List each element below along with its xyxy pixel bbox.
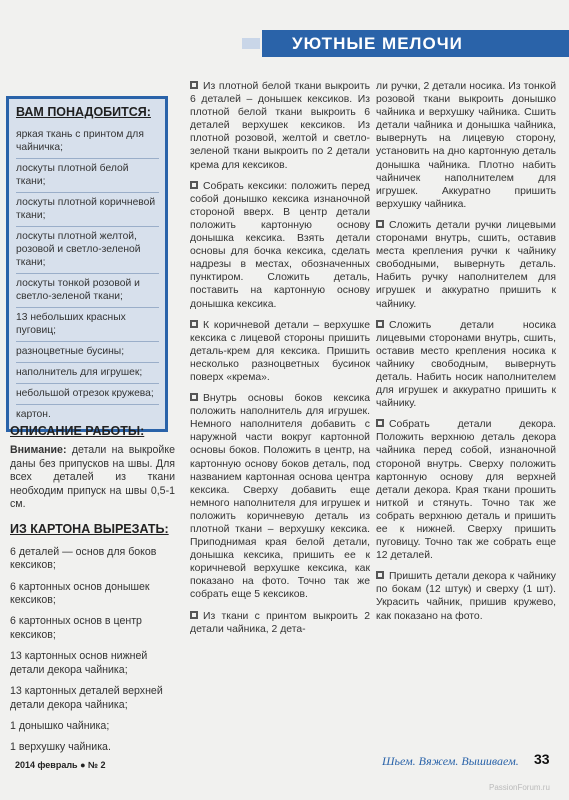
instruction-paragraph: Собрать детали декора. Положить верхнюю деталь декора чайника перед собой, изнаночной стороной внутрь. Сверху положить картонную основу для верхней детали декора. Края ткани прошить ниткой и стянуть. Точно так же собрать верхнюю деталь и пришить ее к нижней. Сверху пришить пуговицу. Точно так же собрать еще 12 деталей.	[376, 419, 556, 562]
cardboard-item: 1 верхушку чайника.	[10, 741, 111, 754]
materials-item: небольшой отрезок кружева;	[16, 384, 159, 405]
cardboard-item: 6 деталей — основ для боков кексиков;	[10, 545, 157, 572]
attention-text: детали на выкройке даны без припусков на швы. Для всех деталей из ткани необходим припуск на швы 0,5-1 см.	[10, 444, 175, 511]
materials-item: лоскуты тонкой розовой и светло-зеленой ткани;	[16, 274, 159, 308]
cardboard-item: 13 картонных основ нижней детали декора чайника;	[10, 650, 148, 676]
instruction-paragraph: К коричневой детали – верхушке кексика с лицевой стороны пришить деталь-крем для кексика. Пришить несколько разноцветных бусинок поверх «крема».	[190, 319, 370, 383]
instruction-paragraph: Из плотной белой ткани выкроить 6 деталей – донышек кексиков. Из плотной белой ткани выкроить 6 деталей верхушек кексиков. Из плотной розовой, желтой и светло-зеленой ткани выкроить по 2 детали крема для кексиков.	[190, 81, 370, 171]
instruction-paragraph: ли ручки, 2 детали носика. Из тонкой розовой ткани выкроить донышко чайника и верхушку чайника. Сшить детали чайника и донышка чайника, вывернуть на лицевую сторону, установить на дно картонную деталь донышка чайника. Плотно набить чайничек наполнителем для игрушек. Аккуратно пришить верхушку чайника.	[376, 81, 556, 210]
materials-box	[6, 96, 168, 432]
magazine-slogan: Шьем. Вяжем. Вышиваем.	[382, 754, 519, 768]
materials-item: картон.	[16, 409, 51, 420]
left-column	[10, 425, 175, 760]
cardboard-item: 13 картонных деталей верхней детали декора чайника;	[10, 685, 163, 711]
square-bullet-icon	[190, 81, 198, 89]
square-bullet-icon	[190, 320, 198, 328]
instruction-paragraph: Внутрь основы боков кексика положить наполнитель для игрушек. Немного наполнителя добавить с наружной части вокруг картонной основы боков. Положить в центр, на картонную основу боков деталь, под названием картонная основа центра кексика. Сверху добавить еще немного наполнителя для игрушек и положить коричневую деталь из плотной ткани – верхушку кексика. Приподнимая края белой детали, донышка кексика, пришить ее к коричневой верхушке кексика, как показано на фото. Точно так же собрать еще 5 кексиков.	[190, 393, 370, 601]
square-bullet-icon	[190, 393, 198, 401]
square-bullet-icon	[376, 320, 384, 328]
materials-item: лоскуты плотной желтой, розовой и светло-зеленой ткани;	[16, 227, 159, 274]
square-bullet-icon	[376, 571, 384, 579]
materials-title: ВАМ ПОНАДОБИТСЯ:	[16, 105, 151, 119]
watermark: PassionForum.ru	[489, 783, 550, 792]
materials-item: 13 небольших красных пуговиц;	[16, 308, 159, 342]
header-decor-stripe	[242, 38, 260, 49]
page-number: 33	[534, 751, 550, 767]
instruction-paragraph: Пришить детали декора к чайнику по бокам (12 штук) и сверху (1 шт). Украсить чайник, пришив кружево, как показано на фото.	[376, 571, 556, 622]
attention-note	[10, 444, 175, 511]
description-title: ОПИСАНИЕ РАБОТЫ:	[10, 424, 145, 438]
instructions-column-2	[376, 80, 556, 631]
attention-label: Внимание:	[10, 444, 67, 457]
instruction-paragraph: Сложить детали носика лицевыми сторонами внутрь, сшить, оставив место крепления носика к чайнику свободным, вывернуть деталь. Набить носик наполнителем для игрушек и аккуратно пришить к чайнику.	[376, 319, 556, 410]
section-header	[262, 30, 569, 57]
instructions-column-1	[190, 80, 370, 644]
materials-item: лоскуты плотной белой ткани;	[16, 159, 159, 193]
issue-info: 2014 февраль ● № 2	[15, 760, 106, 770]
materials-item: лоскуты плотной коричневой ткани;	[16, 193, 159, 227]
instruction-paragraph: Из ткани с принтом выкроить 2 детали чайника, 2 дета-	[190, 610, 370, 635]
square-bullet-icon	[190, 181, 198, 189]
instruction-paragraph: Собрать кексики: положить перед собой донышко кексика изнаночной стороной вверх. В центр детали положить картонную основу донышка кексика. Взять детали основы для бочка кексика, сделать надрезы в местах, обозначенных пунктиром. Сложить деталь, поставить на картонную основу донышка кексика.	[190, 180, 370, 310]
cardboard-item: 6 картонных основ в центр кексиков;	[10, 615, 142, 641]
materials-item: яркая ткань с принтом для чайничка;	[16, 125, 159, 159]
cardboard-title: ИЗ КАРТОНА ВЫРЕЗАТЬ:	[10, 522, 169, 537]
section-title: УЮТНЫЕ МЕЛОЧИ	[292, 34, 463, 53]
instruction-paragraph: Сложить детали ручки лицевыми сторонами внутрь, сшить, оставив места крепления ручки к чайнику свободными, вывернуть деталь. Набить ручку наполнителем для игрушек и аккуратно пришить к чайнику.	[376, 219, 556, 310]
cardboard-item: 6 картонных основ донышек кексиков;	[10, 580, 150, 607]
square-bullet-icon	[376, 220, 384, 228]
materials-item: разноцветные бусины;	[16, 342, 159, 363]
materials-item: наполнитель для игрушек;	[16, 363, 159, 384]
square-bullet-icon	[376, 419, 384, 427]
square-bullet-icon	[190, 611, 198, 619]
cardboard-item: 1 донышко чайника;	[10, 719, 110, 732]
